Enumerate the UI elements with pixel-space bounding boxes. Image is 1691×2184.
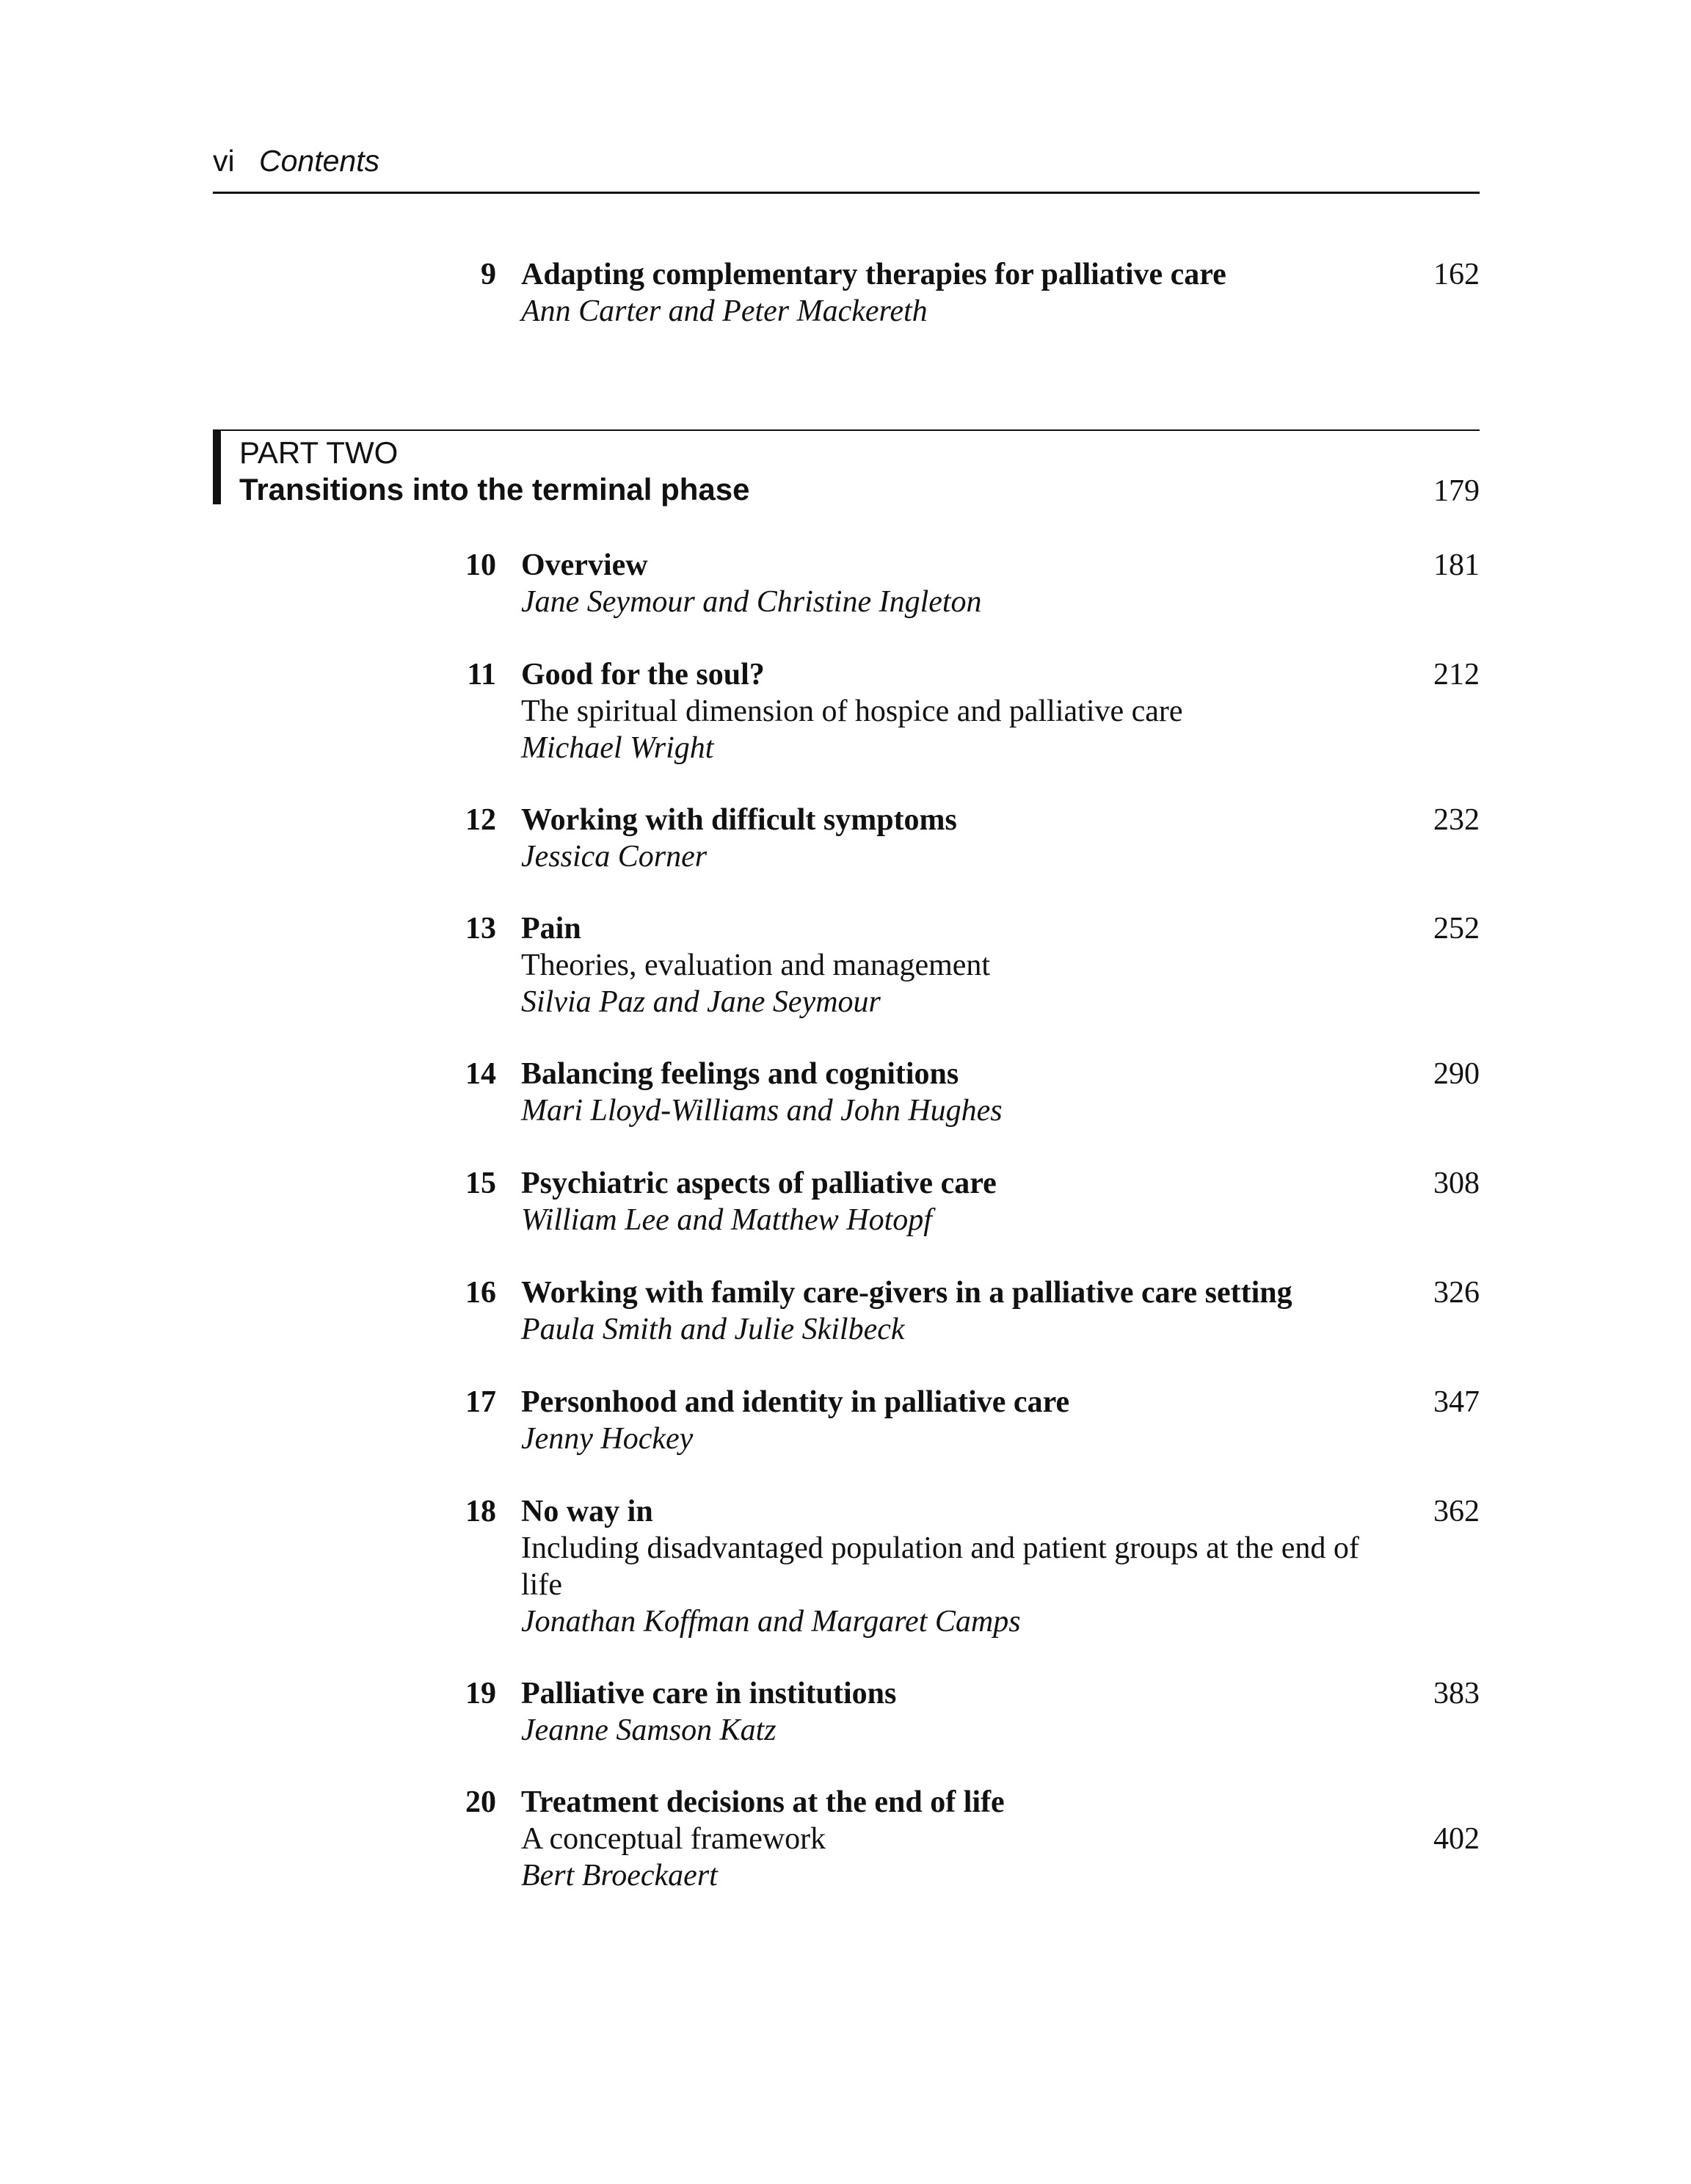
chapter-authors: Mari Lloyd-Williams and John Hughes [521,1094,1003,1128]
part-title[interactable]: Transitions into the terminal phase [239,472,750,507]
chapter-title: Psychiatric aspects of palliative care [521,1167,997,1200]
part-page-number: 179 [1433,474,1480,508]
page-number: 162 [1433,258,1480,291]
page-number: 181 [1433,548,1480,582]
chapter-authors: Paula Smith and Julie Skilbeck [521,1313,905,1346]
chapter-number: 17 [465,1385,496,1419]
part-label: PART TWO [239,435,399,470]
chapter-subtitle: The spiritual dimension of hospice and palliative care [521,694,1183,728]
page-number: 402 [1433,1822,1480,1856]
chapter-authors: Jonathan Koffman and Margaret Camps [521,1605,1021,1639]
chapter-title: Working with difficult symptoms [521,803,957,837]
chapter-authors: William Lee and Matthew Hotopf [521,1203,932,1237]
chapter-title: Good for the soul? [521,658,765,692]
chapter-authors: Jenny Hockey [521,1422,694,1456]
page-number: 362 [1433,1495,1480,1528]
part-rule [213,429,1480,431]
page-number: 326 [1433,1276,1480,1310]
page-number: 383 [1433,1677,1480,1710]
chapter-authors: Silvia Paz and Jane Seymour [521,985,881,1019]
chapter-title: Personhood and identity in palliative care [521,1385,1070,1419]
chapter-title: Overview [521,548,648,582]
chapter-subtitle: Theories, evaluation and management [521,948,991,982]
chapter-title: Adapting complementary therapies for palliative care [521,258,1226,291]
chapter-number: 15 [465,1167,496,1200]
chapter-authors: Ann Carter and Peter Mackereth [521,294,928,328]
chapter-authors: Bert Broeckaert [521,1859,718,1893]
chapter-title: Working with family care-givers in a palliative care setting [521,1276,1292,1310]
chapter-authors: Michael Wright [521,731,714,765]
chapter-subtitle: Including disadvantaged population and patient groups at the end of life [521,1531,1359,1602]
running-head-title: Contents [259,144,380,178]
chapter-number: 14 [465,1057,496,1091]
chapter-number: 11 [467,658,496,692]
chapter-authors: Jessica Corner [521,840,708,874]
chapter-authors: Jane Seymour and Christine Ingleton [521,585,982,619]
chapter-subtitle: A conceptual framework [521,1822,826,1856]
running-head [213,144,379,178]
page-number: 232 [1433,803,1480,837]
chapter-number: 13 [465,912,496,946]
page-number: 212 [1433,658,1480,692]
chapter-title: Palliative care in institutions [521,1677,897,1710]
page-folio: vi [213,144,235,178]
page-number: 290 [1433,1057,1480,1091]
chapter-title: Balancing feelings and cognitions [521,1057,959,1091]
chapter-number: 16 [465,1276,496,1310]
chapter-authors: Jeanne Samson Katz [521,1713,777,1747]
chapter-number: 20 [465,1785,496,1819]
chapter-title: Treatment decisions at the end of life [521,1785,1005,1819]
chapter-title: Pain [521,912,581,946]
chapter-number: 10 [465,548,496,582]
part-marker-bar [213,430,221,504]
chapter-number: 19 [465,1677,496,1710]
chapter-number: 12 [465,803,496,837]
chapter-number: 18 [465,1495,496,1528]
header-rule [213,192,1480,194]
chapter-number: 9 [481,258,496,291]
page-number: 308 [1433,1167,1480,1200]
page-number: 252 [1433,912,1480,946]
chapter-title: No way in [521,1495,653,1528]
page-number: 347 [1433,1385,1480,1419]
